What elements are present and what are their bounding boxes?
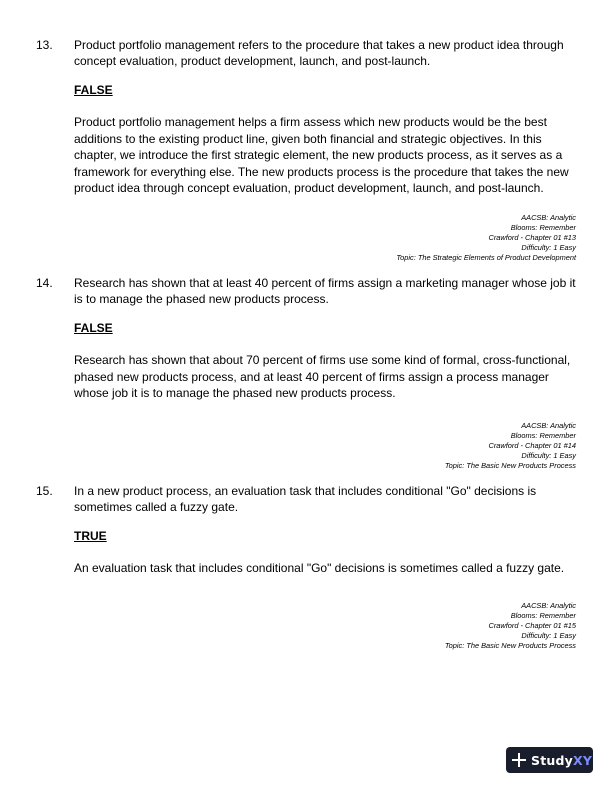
watermark-logo-text <box>531 753 592 768</box>
plus-icon <box>512 753 526 767</box>
answer-explanation: Research has shown that about 70 percent of firms use some kind of formal, cross-functional, phased new products process, and at least 40 percent of firms assign a process manager whose job it is to manage the phased new products process. <box>74 353 571 400</box>
question-text: Product portfolio management refers to the procedure that takes a new product idea through concept evaluation, product development, launch, and post-launch. <box>74 38 564 68</box>
answer-explanation: Product portfolio management helps a firm assess which new products would be the best additions to the existing product line, given both financial and strategic objectives. In this chapter, we introduce the first strategic element, the new products process, as it serves as a framework for everything else. The new products process is the procedure that takes the new product idea through concept evaluation, product development, launch, and post-launch. <box>74 115 569 195</box>
question-metadata <box>445 601 576 651</box>
meta-source: Crawford - Chapter 01 #15 <box>488 621 576 630</box>
meta-source: Crawford - Chapter 01 #13 <box>488 233 576 242</box>
answer-label: TRUE <box>74 529 107 543</box>
question-number: 13. <box>36 38 53 52</box>
meta-aacsb: AACSB: Analytic <box>521 421 576 430</box>
question-text: In a new product process, an evaluation task that includes conditional "Go" decisions is sometimes called a fuzzy gate. <box>74 484 537 514</box>
answer-label: FALSE <box>74 321 113 335</box>
meta-difficulty: Difficulty: 1 Easy <box>521 631 576 640</box>
question-metadata <box>396 213 576 263</box>
meta-blooms: Blooms: Remember <box>510 431 576 440</box>
meta-difficulty: Difficulty: 1 Easy <box>521 451 576 460</box>
meta-difficulty: Difficulty: 1 Easy <box>521 243 576 252</box>
meta-aacsb: AACSB: Analytic <box>521 213 576 222</box>
meta-source: Crawford - Chapter 01 #14 <box>488 441 576 450</box>
question-text: Research has shown that at least 40 percent of firms assign a marketing manager whose job it is to manage the phased new products process. <box>74 276 576 306</box>
meta-blooms: Blooms: Remember <box>510 611 576 620</box>
meta-topic: Topic: The Basic New Products Process <box>444 461 576 470</box>
studyxy-watermark <box>506 747 593 773</box>
answer-label: FALSE <box>74 83 113 97</box>
question-metadata <box>445 421 576 471</box>
watermark-text-accent: XY <box>572 752 593 768</box>
meta-aacsb: AACSB: Analytic <box>521 601 576 610</box>
question-number: 14. <box>36 276 53 290</box>
meta-topic: Topic: The Basic New Products Process <box>444 641 576 650</box>
question-number: 15. <box>36 484 53 498</box>
meta-topic: Topic: The Strategic Elements of Product Development <box>396 253 576 262</box>
watermark-text-main: Study <box>531 752 573 768</box>
meta-blooms: Blooms: Remember <box>510 223 576 232</box>
answer-explanation: An evaluation task that includes conditional "Go" decisions is sometimes called a fuzzy gate. <box>74 561 565 575</box>
